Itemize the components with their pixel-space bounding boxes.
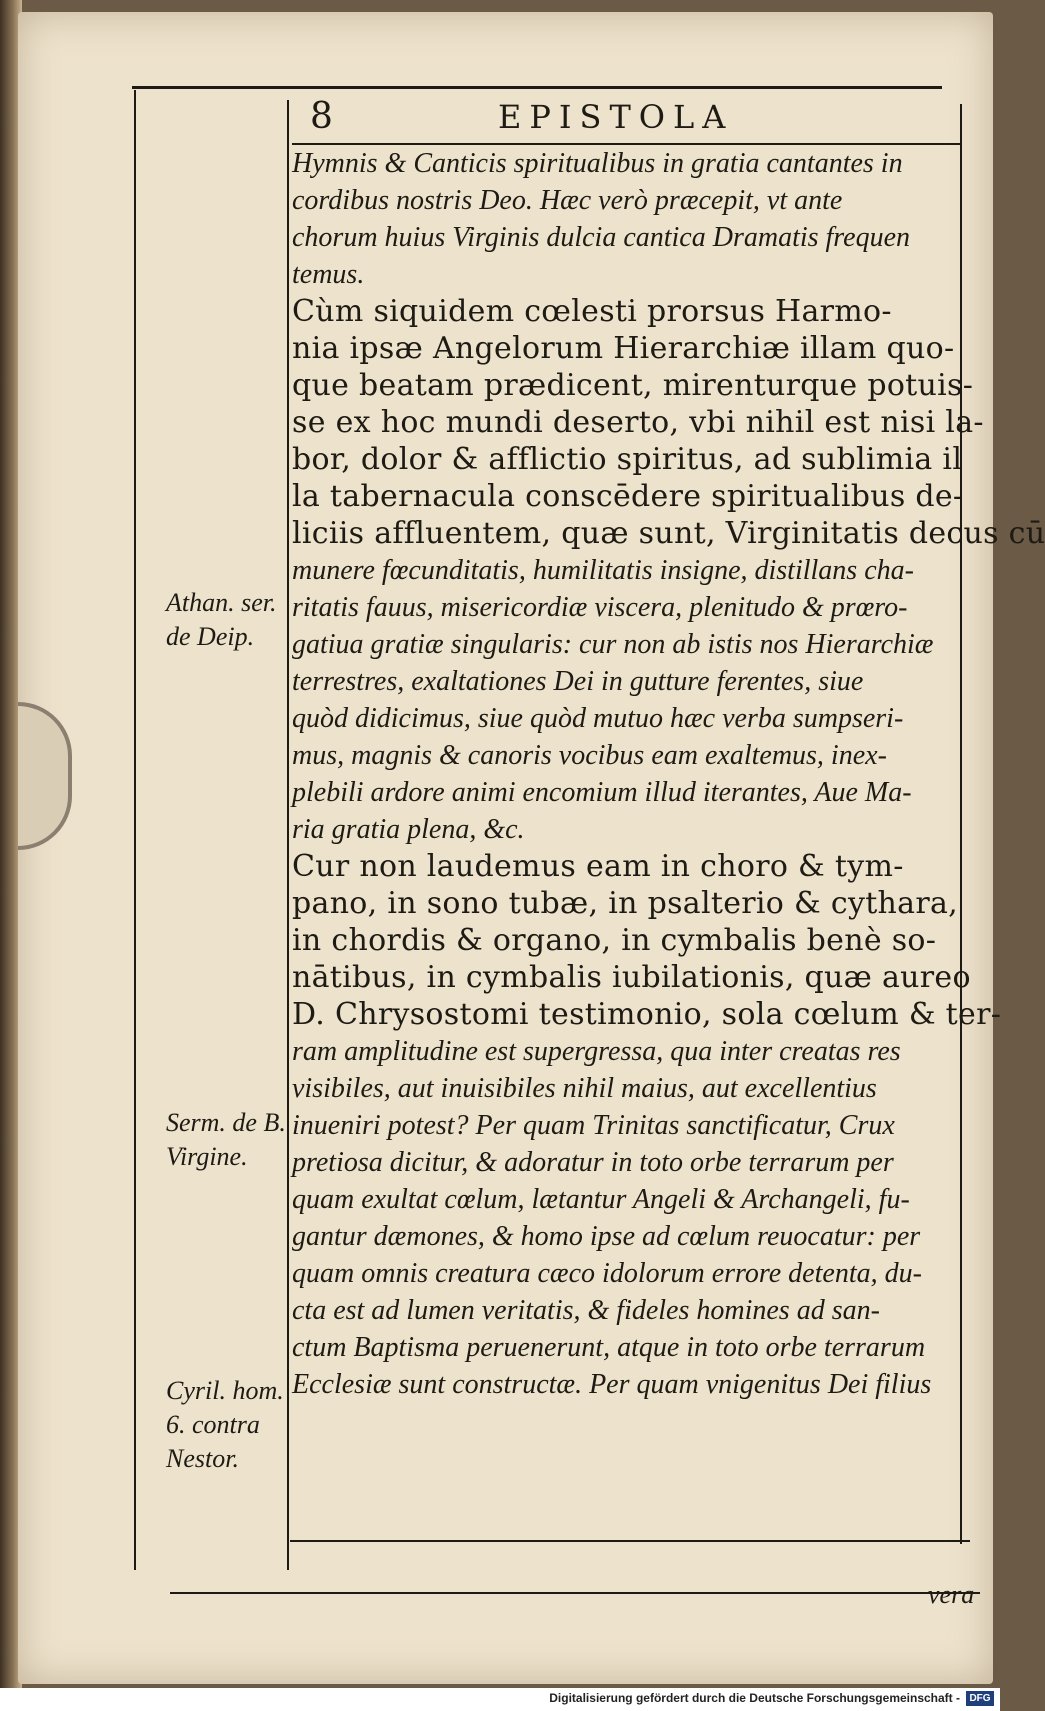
text-line: gantur dæmones, & homo ipse ad cœlum reuocatur: per [292, 1221, 921, 1252]
text-line: pretiosa dicitur, & adoratur in toto orbe terrarum per [292, 1147, 894, 1178]
text-line: nia ipsæ Angelorum Hierarchiæ illam quo- [292, 331, 955, 366]
text-line: mus, magnis & canoris vocibus eam exaltemus, inex- [292, 740, 887, 771]
text-line: que beatam prædicent, mirenturque potuis- [292, 368, 974, 403]
text-line: munere fœcunditatis, humilitatis insigne, distillans cha- [292, 555, 914, 586]
text-line: ria gratia plena, &c. [292, 814, 525, 845]
text-line: ram amplitudine est supergressa, qua inter creatas res [292, 1036, 901, 1067]
text-line: terrestres, exaltationes Dei in gutture ferentes, siue [292, 666, 864, 697]
footer-credit: Digitalisierung gefördert durch die Deutsche Forschungsgemeinschaft - [549, 1691, 960, 1705]
text-line: Hymnis & Canticis spiritualibus in gratia cantantes in [292, 148, 903, 179]
page-number: 8 [310, 96, 333, 137]
text-line: plebili ardore animi encomium illud iterantes, Aue Ma- [292, 777, 912, 808]
running-title: EPISTOLA [498, 98, 734, 136]
inner-left-rule [287, 100, 289, 1570]
text-line: gatiua gratiæ singularis: cur non ab istis nos Hierarchiæ [292, 629, 934, 660]
text-line: liciis affluentem, quæ sunt, Virginitatis decus cū [292, 516, 1045, 551]
text-line: ctum Baptisma peruenerunt, atque in toto orbe terrarum [292, 1332, 926, 1363]
catchword: vera [928, 1580, 975, 1609]
text-line: visibiles, aut inuisibiles nihil maius, aut excellentius [292, 1073, 877, 1104]
text-line: Ecclesiæ sunt constructæ. Per quam vnigenitus Dei filius [292, 1369, 932, 1400]
text-line: inueniri potest? Per quam Trinitas sanctificatur, Crux [292, 1110, 895, 1141]
footer-bar [0, 1688, 1000, 1711]
text-line: Cur non laudemus eam in choro & tym- [292, 849, 904, 884]
main-text [292, 145, 1045, 1403]
footer-rule [170, 1592, 980, 1594]
text-line: quòd didicimus, siue quòd mutuo hæc verba sumpseri- [292, 703, 904, 734]
left-frame-rule [134, 90, 136, 1570]
text-line: se ex hoc mundi deserto, vbi nihil est nisi la- [292, 405, 984, 440]
text-line: nātibus, in cymbalis iubilationis, quæ aureo [292, 960, 971, 995]
text-line: D. Chrysostomi testimonio, sola cœlum & ter- [292, 997, 1002, 1032]
text-line: cordibus nostris Deo. Hæc verò præcepit, vt ante [292, 185, 843, 216]
text-line: quam omnis creatura cæco idolorum errore detenta, du- [292, 1258, 922, 1289]
text-line: temus. [292, 259, 365, 290]
text-line: pano, in sono tubæ, in psalterio & cythara, [292, 886, 959, 921]
text-line: chorum huius Virginis dulcia cantica Dramatis frequen [292, 222, 911, 253]
text-line: bor, dolor & afflictio spiritus, ad sublimia il [292, 442, 963, 477]
text-line: quam exultat cœlum, lætantur Angeli & Archangeli, fu- [292, 1184, 910, 1215]
top-rule [132, 86, 942, 89]
text-line: Cùm siquidem cœlesti prorsus Harmo- [292, 294, 892, 329]
text-line: la tabernacula conscēdere spiritualibus de- [292, 479, 964, 514]
page-clip [18, 702, 72, 850]
dfg-logo: DFG [966, 1691, 994, 1706]
text-line: ritatis fauus, misericordiæ viscera, plenitudo & prœro- [292, 592, 908, 623]
margin-note-cyril: Cyril. hom. 6. contra Nestor. [166, 1376, 284, 1473]
bottom-rule [290, 1540, 970, 1542]
text-line: cta est ad lumen veritatis, & fideles homines ad san- [292, 1295, 880, 1326]
text-line: in chordis & organo, in cymbalis benè so- [292, 923, 937, 958]
margin-note-athanasius: Athan. ser. de Deip. [166, 588, 277, 651]
margin-note-sermo: Serm. de B. Virgine. [166, 1108, 286, 1171]
